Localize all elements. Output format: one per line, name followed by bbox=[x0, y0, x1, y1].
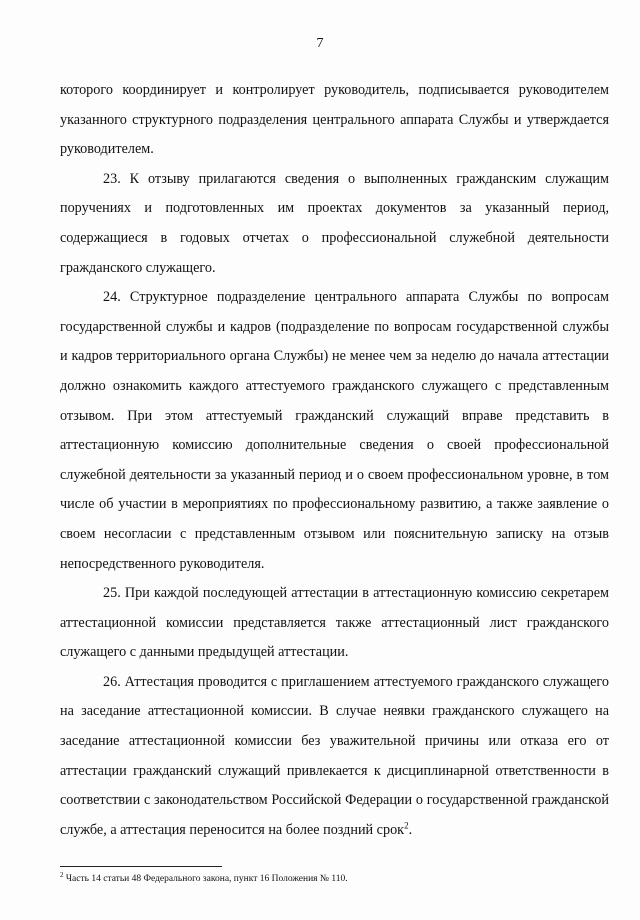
paragraph-24: 24. Структурное подразделение центрального аппарата Службы по вопросам государственной службы и кадров (подразделение по вопросам государственной службы и кадров территориального органа Службы) не менее чем за неделю до начала аттестации должно ознакомить каждого аттестуемого гражданского служащего с представленным отзывом. При этом аттестуемый гражданский служащий вправе представить в аттестационную комиссию дополнительные сведения о своей профессиональной служебной деятельности за указанный период и о своем профессиональном уровне, в том числе об участии в мероприятиях по профессиональному развитию, а также заявление о своем несогласии с представленным отзывом или пояснительную записку на отзыв непосредственного руководителя. bbox=[60, 289, 609, 572]
paragraph-26-end: . bbox=[408, 821, 413, 838]
footnote-text: Часть 14 статьи 48 Федерального закона, пункт 16 Положения № 110. bbox=[65, 874, 348, 884]
paragraph-23: 23. К отзыву прилагаются сведения о выполненных гражданским служащим поручениях и подготовленных им проектах документов за указанный период, содержащиеся в годовых отчетах о профессиональной служебной деятельности гражданского служащего. bbox=[60, 170, 609, 276]
footnote-reference: 2 bbox=[404, 820, 409, 831]
footnote-marker: 2 bbox=[60, 870, 64, 879]
page-number: 7 bbox=[316, 36, 324, 51]
paragraph-26 bbox=[60, 668, 609, 846]
document-body bbox=[60, 76, 609, 845]
paragraph-25: 25. При каждой последующей аттестации в аттестационную комиссию секретарем аттестационной комиссии представляется также аттестационный лист гражданского служащего с данными предыдущей аттестации. bbox=[60, 585, 609, 661]
footnote bbox=[60, 870, 609, 885]
paragraph-continuation: которого координирует и контролирует руководитель, подписывается руководителем указанного структурного подразделения центрального аппарата Службы и утверждается руководителем. bbox=[60, 82, 609, 158]
footnote-separator bbox=[60, 866, 222, 867]
paragraph-26-text: 26. Аттестация проводится с приглашением аттестуемого гражданского служащего на заседание аттестационной комиссии. В случае неявки гражданского служащего на заседание аттестационной комиссии без уважительной причины или отказа его от аттестации гражданский служащий привлекается к дисциплинарной ответственности в соответствии с законодательством Российской Федерации о государственной гражданской службе, а аттестация переносится на более поздний срок bbox=[60, 673, 609, 838]
